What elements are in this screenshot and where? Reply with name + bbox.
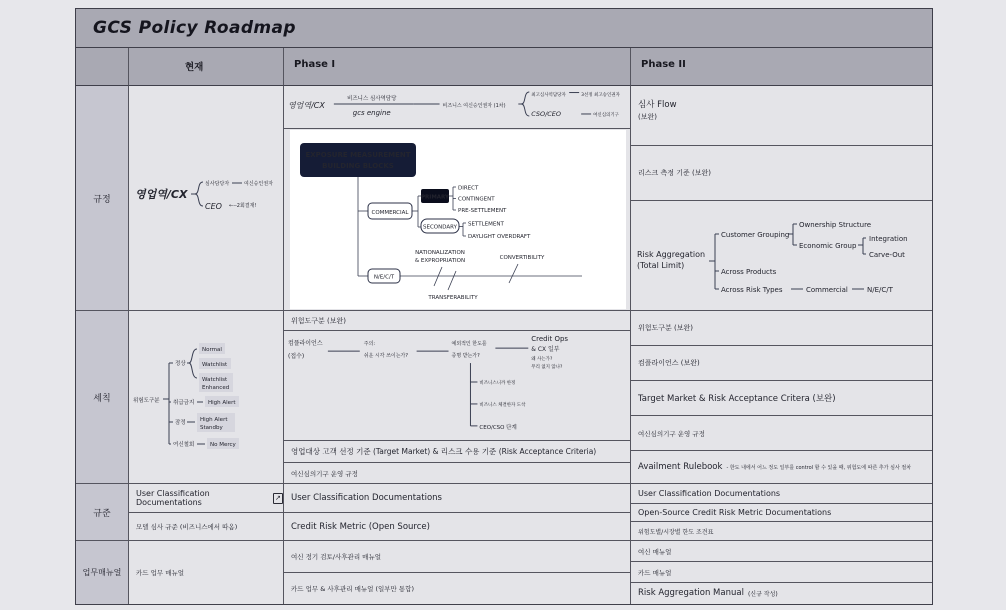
open-source-metric-text: Open-Source Credit Risk Metric Documentations <box>638 508 832 517</box>
across-products-label: Across Products <box>721 268 777 276</box>
cell-manuals-phase1 <box>284 541 631 604</box>
branch-credit-approver: 여신승인권자 <box>244 181 273 187</box>
risk-basis-text: 리스크 측정 기준 (보완) <box>638 169 711 177</box>
daylight-overdraft-label: DAYLIGHT OVERDRAFT <box>468 234 531 240</box>
phase2-compliance-row <box>631 346 932 381</box>
grade-recall-k: 여신철회 <box>173 442 195 448</box>
header-cell-phase2 <box>631 48 932 86</box>
fraction-top: 비즈니스 심사역담당 <box>347 96 397 103</box>
flow-sub2: 비즈니스 체결한자 도착 <box>479 402 526 408</box>
chip-watchlist-label: Watchlist <box>202 362 228 368</box>
flow-sub3: CEO/CSO 단계 <box>479 424 517 431</box>
title-bar <box>76 9 932 48</box>
risk-class-text: 위험도구분 (보완) <box>291 316 347 325</box>
external-link-icon[interactable]: ↗ <box>273 493 283 504</box>
flow4-line2: & CX 일부 <box>531 346 560 354</box>
phase1-target-market-row <box>284 441 630 463</box>
exposure-title-line2: BUILDING BLOCKS <box>322 162 394 170</box>
cell-regulation-current <box>129 86 284 311</box>
risk-aggregation-manual-note: (신규 작성) <box>747 590 778 598</box>
standards-phase1-row2 <box>284 513 630 540</box>
standards-current-row1 <box>129 484 283 513</box>
integration-label: Integration <box>869 235 908 243</box>
target-market-text: 영업대상 고객 선정 기준 (Target Market) & 리스크 수용 기준 (Risk Acceptance Criteria) <box>291 447 597 456</box>
contingent-label: CONTINGENT <box>458 196 495 203</box>
availment-note: - 한도 내에서 어느 정도 일부를 control 할 수 있을 때, 위험도에 따른 추가 심사 절차 <box>726 464 912 471</box>
carve-out-label: Carve-Out <box>869 251 905 259</box>
cell-standards-phase2 <box>631 484 932 541</box>
branch-ceo-note: ←--2회결재! <box>229 203 257 209</box>
flow2-line1: 주의: <box>363 341 376 348</box>
flow2-line2: 쉬운 시각 쓰이는가? <box>363 353 408 360</box>
manuals-phase2-row1 <box>631 541 932 562</box>
agg-root-line2: (Total Limit) <box>637 261 685 270</box>
row-label-detailed-rules: 세칙 <box>76 311 129 484</box>
target-market-text: Target Market & Risk Acceptance Critera (보완) <box>638 394 836 404</box>
connector-lines <box>328 348 528 426</box>
chip-normal-label: Normal <box>202 347 222 353</box>
cell-detailed-rules-phase1 <box>284 311 631 484</box>
pre-settlement-label: PRE-SETTLEMENT <box>458 208 507 214</box>
loan-manual-text: 여신 매뉴얼 <box>638 547 672 556</box>
row-label-standards: 규준 <box>76 484 129 541</box>
primary-label: PRIMARY <box>421 194 449 201</box>
limit-table-text: 위험도별/시장별 한도 조견표 <box>638 528 714 536</box>
chip-standby-line1: High Alert <box>200 417 228 423</box>
flow4-line4: 무리 없지 않나? <box>531 365 563 371</box>
phase2-target-market-row <box>631 381 932 416</box>
phase1-compliance-flow-row <box>284 331 630 441</box>
flow1-line1: 컴플라이언스 <box>287 340 323 348</box>
phase1-approval-flow-strip <box>284 86 630 129</box>
standards-phase2-row2 <box>631 504 932 522</box>
branch-credit-committee: 여신심의기구 <box>593 112 620 118</box>
page-title: GCS Policy Roadmap <box>93 18 296 38</box>
nationalization-label-line1: NATIONALIZATION <box>415 250 465 256</box>
grade-normal-k: 정상 <box>175 361 186 367</box>
standards-current-row2 <box>129 513 283 540</box>
exposure-building-blocks-diagram <box>290 130 626 309</box>
review-flow-note: (보완) <box>638 113 657 121</box>
credit-risk-metric-text: Credit Risk Metric (Open Source) <box>291 521 430 532</box>
header-cell-current <box>129 48 284 86</box>
phase1-committee-row <box>284 463 630 484</box>
direct-label: DIRECT <box>458 185 479 192</box>
flow-node-approver-1st: 비즈니스 여신승인권자 (1차) <box>442 103 506 109</box>
row-label-manuals: 업무매뉴얼 <box>76 541 129 604</box>
flow3-line1: 예외적인 한도를 <box>451 341 487 348</box>
manuals-phase1-row2 <box>284 573 630 603</box>
risk-class-text: 위험도구분 (보완) <box>638 324 694 332</box>
settlement-label: SETTLEMENT <box>468 221 504 228</box>
phase2-availment-row <box>631 451 932 483</box>
compliance-text: 컴플라이언스 (보완) <box>638 359 700 367</box>
flow4-line1: Credit Ops <box>531 335 569 344</box>
risk-grade-tree <box>129 311 284 484</box>
exposure-diagram-area <box>284 129 630 310</box>
convertibility-label: CONVERTIBILITY <box>499 255 545 261</box>
row-label-regulation: 규정 <box>76 86 129 311</box>
chip-watchlist-enh-line2: Enhanced <box>202 385 230 391</box>
approval-root: 영업역/CX <box>135 188 188 201</box>
commercial-label: COMMERCIAL <box>371 210 409 216</box>
branch-ceo: CEO <box>205 202 222 211</box>
compliance-flow-diagram <box>284 331 630 440</box>
exposure-title-line1: EXPOSURE MEASUREMENT <box>305 151 411 159</box>
phase2-review-flow-row <box>631 86 932 146</box>
cell-regulation-phase1 <box>284 86 631 311</box>
standards-phase2-row1 <box>631 484 932 504</box>
phase2-committee-row <box>631 416 932 451</box>
phase2-risk-basis-row <box>631 146 932 201</box>
risk-aggregation-manual-text: Risk Aggregation Manual <box>638 588 744 598</box>
risk-aggregation-tree <box>631 201 932 310</box>
flow3-line2: 증명 받는가? <box>451 353 480 360</box>
fraction-bottom: gcs engine <box>352 108 391 117</box>
user-classification-text: User Classification Documentations <box>136 489 210 507</box>
cell-manuals-phase2 <box>631 541 932 604</box>
nect-label: N/E/C/T <box>867 286 893 294</box>
user-classification-text: User Classification Documentations <box>291 493 442 503</box>
secondary-label: SECONDARY <box>423 224 457 231</box>
phase2-risk-class-row <box>631 311 932 346</box>
customer-grouping-label: Customer Grouping <box>721 231 790 239</box>
cell-standards-phase1 <box>284 484 631 541</box>
branch-chief-approver: 3선정 최고승인권자 <box>581 93 620 99</box>
branch-reviewer: 심사담당자 <box>205 181 230 187</box>
model-review-standard-text: 모델 심사 규준 (비즈니스에서 따옴) <box>136 523 238 531</box>
approval-line-diagram <box>129 86 284 311</box>
header-cell-phase1 <box>284 48 631 86</box>
flow-sub1: 비즈니스니까 한정 <box>479 381 516 387</box>
availment-title: Availment Rulebook <box>638 462 723 472</box>
header-corner-cell <box>76 48 129 86</box>
standards-phase2-row3 <box>631 522 932 540</box>
column-header-current: 현재 <box>185 62 204 73</box>
roadmap-table <box>75 8 933 605</box>
risk-grade-root: 위험도구분 <box>133 398 160 404</box>
committee-text: 여신심의기구 운영 규정 <box>291 470 358 478</box>
loan-review-manual-text: 여신 정기 검토/사후관리 매뉴얼 <box>291 553 382 561</box>
agg-root-line1: Risk Aggregation <box>637 250 706 259</box>
column-header-phase1: Phase I <box>294 59 336 70</box>
nect-label: N/E/C/T <box>373 274 395 281</box>
exposure-diagram-panel <box>290 130 626 309</box>
chip-watchlist-enh-line1: Watchlist <box>202 377 228 383</box>
flow1-line2: (접수) <box>287 353 305 361</box>
phase1-approval-flow-diagram <box>284 86 630 128</box>
manuals-phase2-row2 <box>631 562 932 583</box>
ownership-structure-label: Ownership Structure <box>799 221 872 229</box>
committee-text: 여신심의기구 운영 규정 <box>638 429 705 438</box>
review-flow-title: 심사 Flow <box>638 100 677 110</box>
economic-group-label: Economic Group <box>799 242 857 250</box>
cell-detailed-rules-current <box>129 311 284 484</box>
transferability-label: TRANSFERABILITY <box>428 295 478 301</box>
user-classification-text: User Classification Documentations <box>638 489 781 498</box>
card-aftercare-manual-text: 카드 업무 & 사후관리 매뉴얼 (일부만 통합) <box>291 584 415 593</box>
manuals-phase1-row1 <box>284 541 630 573</box>
cell-standards-current <box>129 484 284 541</box>
phase1-risk-class-row <box>284 311 630 331</box>
column-header-phase2: Phase II <box>641 59 686 70</box>
card-manual-text: 카드 매뉴얼 <box>638 568 672 577</box>
flow4-line3: 왜 사는가? <box>531 357 553 363</box>
standards-phase1-row1 <box>284 484 630 513</box>
cell-manuals-current <box>129 541 284 604</box>
phase2-risk-aggregation-row <box>631 201 932 310</box>
chip-no-mercy-label: No Mercy <box>210 442 236 448</box>
grade-standby-k: 잠정 <box>175 420 186 426</box>
commercial-label: Commercial <box>806 286 848 294</box>
grade-ban-k: 취급금지 <box>173 400 195 406</box>
flow-node-sales-cx: 영업역/CX <box>287 100 325 110</box>
across-risk-types-label: Across Risk Types <box>721 286 783 294</box>
branch-cso-ceo: CSO/CEO <box>531 109 562 118</box>
branch-chief-reviewer: 최고심사역담당자 <box>531 93 566 99</box>
card-manual-text: 카드 업무 매뉴얼 <box>136 569 185 577</box>
exposure-title-box <box>300 143 416 177</box>
manuals-phase2-row3 <box>631 583 932 603</box>
cell-regulation-phase2 <box>631 86 932 311</box>
chip-standby-line2: Standby <box>200 425 223 431</box>
manuals-current-row <box>129 541 283 604</box>
chip-high-alert-label: High Alert <box>208 400 236 406</box>
cell-detailed-rules-phase2 <box>631 311 932 484</box>
nationalization-label-line2: & EXPROPRIATION <box>414 258 466 264</box>
